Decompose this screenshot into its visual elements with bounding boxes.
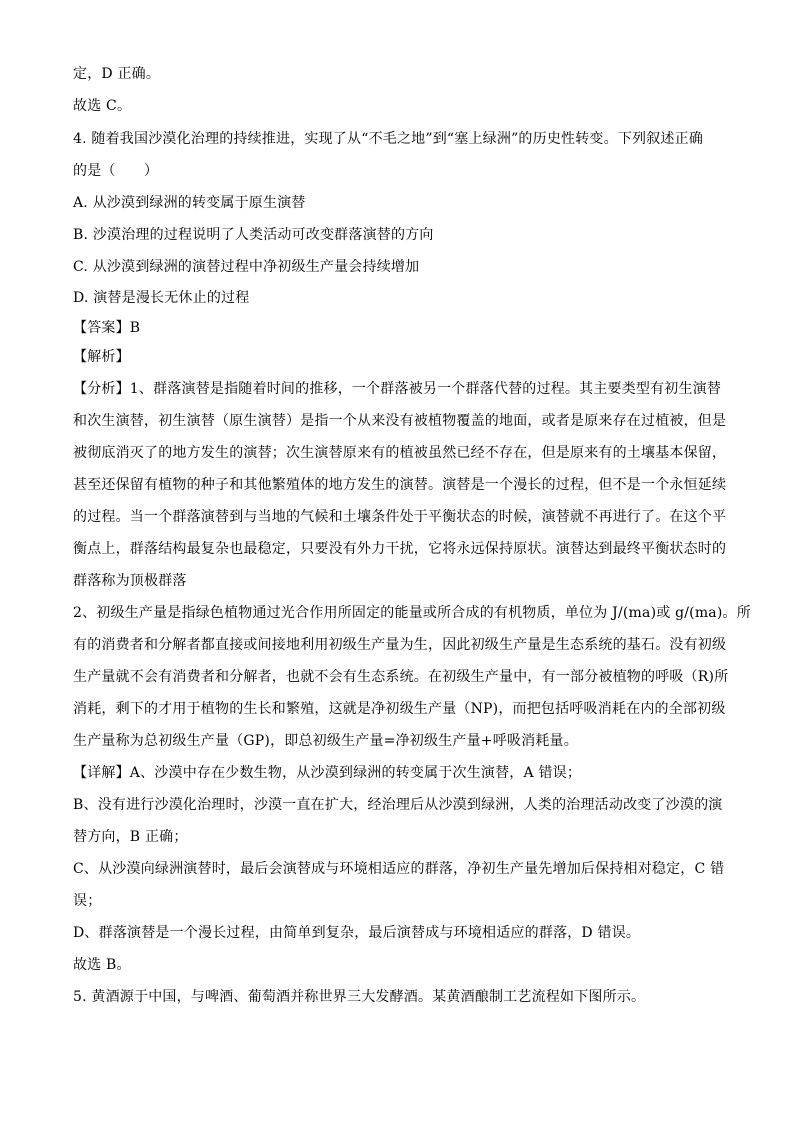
option-d: D. 演替是漫长无休止的过程	[73, 290, 250, 306]
detail-text: 替方向，B 正确；	[73, 829, 188, 845]
analysis-text: 有的消费者和分解者都直接或间接地利用初级生产量为生，因此初级生产量是生态系统的基石。没有初级	[73, 637, 727, 653]
option-b: B. 沙漠治理的过程说明了人类活动可改变群落演替的方向	[73, 227, 434, 243]
detail-text: B、没有进行沙漠化治理时，沙漠一直在扩大，经治理后从沙漠到绿洲，人类的治理活动改变了沙漠的演	[73, 797, 723, 813]
answer-label: 【答案】B	[73, 320, 141, 336]
option-a: A. 从沙漠到绿洲的转变属于原生演替	[73, 195, 306, 211]
analysis-text: 2、初级生产量是指绿色植物通过光合作用所固定的能量或所合成的有机物质，单位为 J/(ma)或 g/(ma)。所	[73, 605, 751, 621]
analysis-text: 【分析】1、群落演替是指随着时间的推移，一个群落被另一个群落代替的过程。其主要类型有初生演替	[73, 381, 722, 397]
analysis-text: 甚至还保留有植物的种子和其他繁殖体的地方发生的演替。演替是一个漫长的过程，但不是一个永恒延续	[73, 477, 727, 493]
option-c: C. 从沙漠到绿洲的演替过程中净初级生产量会持续增加	[73, 259, 420, 275]
text-line: 定，D 正确。	[73, 66, 161, 82]
detail-text: 故选 B。	[73, 957, 131, 973]
detail-text: D、群落演替是一个漫长过程，由简单到复杂，最后演替成与环境相适应的群落，D 错误。	[73, 925, 641, 941]
analysis-heading: 【解析】	[73, 349, 130, 365]
question-4-stem: 4. 随着我国沙漠化治理的持续推进，实现了从“不毛之地”到“塞上绿洲”的历史性转变。下列叙述正确	[73, 131, 704, 147]
question-4-stem-cont: 的是（ ）	[73, 163, 159, 179]
analysis-text: 消耗，剩下的才用于植物的生长和繁殖，这就是净初级生产量（NP)，而把包括呼吸消耗在内的全部初级	[73, 701, 726, 717]
analysis-text: 衡点上，群落结构最复杂也最稳定，只要没有外力干扰，它将永远保持原状。演替达到最终平衡状态时的	[73, 541, 727, 557]
analysis-text: 生产量就不会有消费者和分解者，也就不会有生态系统。在初级生产量中，有一部分被植物的呼吸（R)所	[73, 669, 729, 685]
analysis-text: 的过程。当一个群落演替到与当地的气候和土壤条件处于平衡状态的时候，演替就不再进行了。在这个平	[73, 509, 727, 525]
detail-text: 误；	[73, 893, 102, 909]
analysis-text: 和次生演替，初生演替（原生演替）是指一个从来没有被植物覆盖的地面，或者是原来存在过植被，但是	[73, 413, 727, 429]
analysis-text: 群落称为顶极群落	[73, 573, 187, 589]
detail-text: 【详解】A、沙漠中存在少数生物，从沙漠到绿洲的转变属于次生演替，A 错误；	[73, 765, 582, 781]
analysis-text: 生产量称为总初级生产量（GP)，即总初级生产量=净初级生产量+呼吸消耗量。	[73, 733, 578, 749]
question-5-stem: 5. 黄酒源于中国，与啤酒、葡萄酒并称世界三大发酵酒。某黄酒酿制工艺流程如下图所示。	[73, 989, 646, 1005]
analysis-text: 被彻底消灭了的地方发生的演替；次生演替原来有的植被虽然已经不存在，但是原来有的土壤基本保留，	[73, 445, 727, 461]
text-line: 故选 C。	[73, 98, 132, 114]
detail-text: C、从沙漠向绿洲演替时，最后会演替成与环境相适应的群落，净初生产量先增加后保持相对稳定，C 错	[73, 861, 725, 877]
